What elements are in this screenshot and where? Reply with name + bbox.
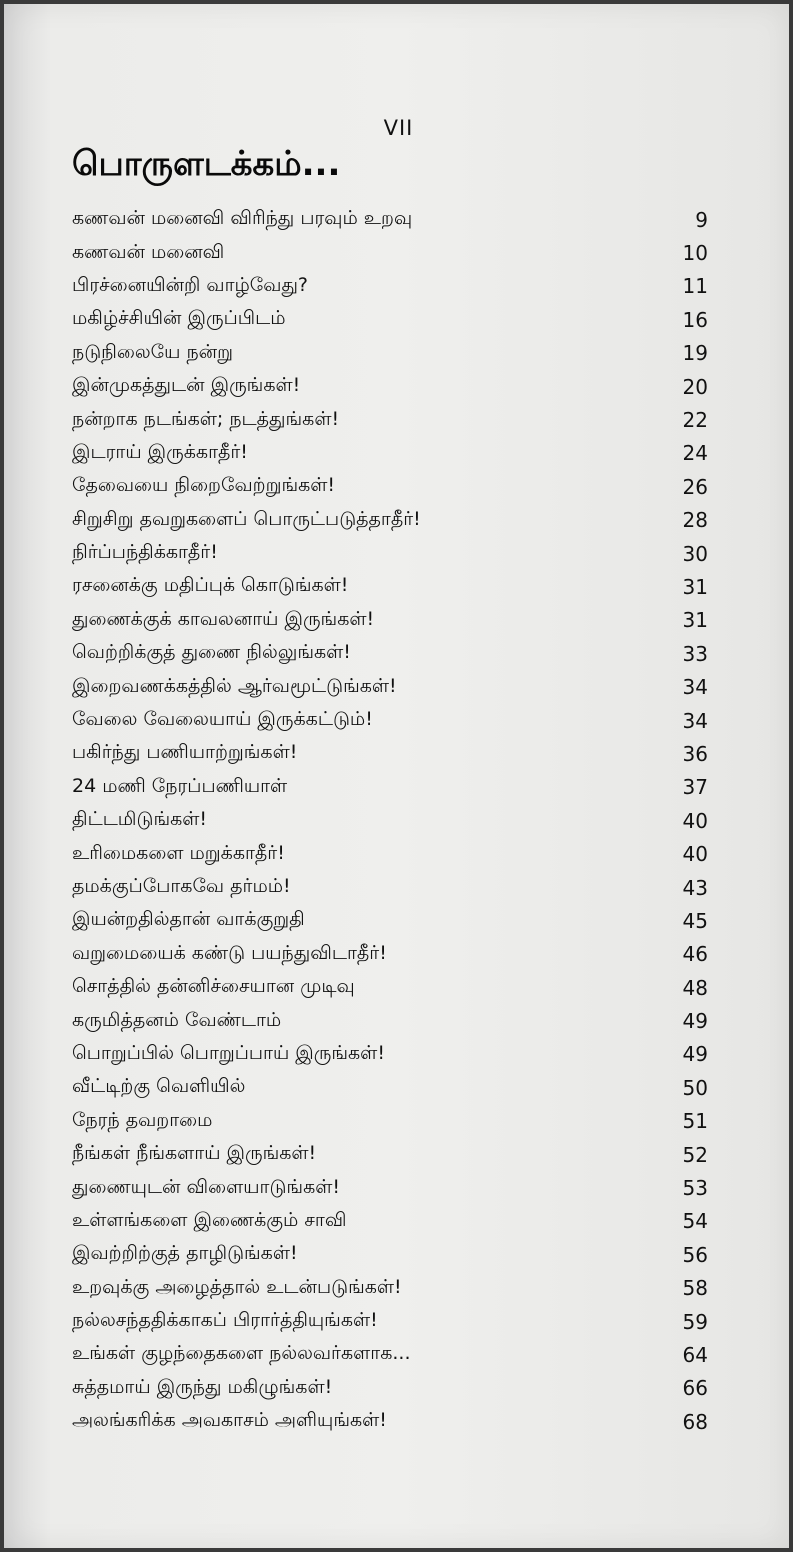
toc-entry bbox=[72, 771, 708, 804]
toc-entry-page-number: 56 bbox=[682, 1242, 708, 1267]
toc-entry bbox=[72, 537, 708, 570]
toc-entry-title: நன்றாக நடங்கள்; நடத்துங்கள்! bbox=[72, 407, 340, 430]
toc-entry bbox=[72, 370, 708, 403]
toc-entry-page-number: 45 bbox=[682, 908, 708, 933]
toc-entry-title: நீங்கள் நீங்களாய் இருங்கள்! bbox=[72, 1142, 317, 1165]
toc-entry-title: சொத்தில் தன்னிச்சையான முடிவு bbox=[72, 975, 355, 998]
toc-entry bbox=[72, 470, 708, 503]
toc-entry-page-number: 24 bbox=[682, 441, 708, 466]
toc-entry-page-number: 40 bbox=[682, 842, 708, 867]
toc-entry bbox=[72, 203, 708, 236]
toc-entry-title: 24 மணி நேரப்பணியாள் bbox=[72, 774, 288, 797]
toc-entry bbox=[72, 1105, 708, 1138]
page-folio: VII bbox=[383, 116, 414, 140]
toc-entry-title: மகிழ்ச்சியின் இருப்பிடம் bbox=[72, 307, 286, 330]
toc-entry-title: பிரச்னையின்றி வாழ்வேது? bbox=[72, 273, 309, 296]
toc-entry-page-number: 31 bbox=[682, 574, 708, 599]
toc-entry bbox=[72, 303, 708, 336]
toc-entry-title: உறவுக்கு அழைத்தால் உடன்படுங்கள்! bbox=[72, 1275, 402, 1298]
toc-entry-title: வெற்றிக்குத் துணை நில்லுங்கள்! bbox=[72, 641, 351, 664]
toc-entry bbox=[72, 1205, 708, 1238]
toc-entry bbox=[72, 337, 708, 370]
toc-entry-page-number: 28 bbox=[682, 508, 708, 533]
toc-entry-page-number: 40 bbox=[682, 808, 708, 833]
toc-entry-title: சிறுசிறு தவறுகளைப் பொருட்படுத்தாதீர்! bbox=[72, 507, 421, 530]
toc-entry-page-number: 31 bbox=[682, 608, 708, 633]
toc-entry-page-number: 22 bbox=[682, 408, 708, 433]
toc-entry-page-number: 58 bbox=[682, 1276, 708, 1301]
book-page bbox=[4, 4, 789, 1548]
toc-entry-page-number: 19 bbox=[682, 341, 708, 366]
toc-entry-page-number: 43 bbox=[682, 875, 708, 900]
toc-entry-title: வீட்டிற்கு வெளியில் bbox=[72, 1075, 246, 1098]
toc-entry bbox=[72, 670, 708, 703]
toc-entry bbox=[72, 504, 708, 537]
toc-entry-page-number: 30 bbox=[682, 541, 708, 566]
toc-entry bbox=[72, 570, 708, 603]
toc-entry bbox=[72, 1038, 708, 1071]
toc-entry bbox=[72, 1338, 708, 1371]
toc-entry-page-number: 59 bbox=[682, 1309, 708, 1334]
toc-entry bbox=[72, 1305, 708, 1338]
toc-entry bbox=[72, 837, 708, 870]
toc-entry bbox=[72, 804, 708, 837]
toc-entry bbox=[72, 270, 708, 303]
toc-entry bbox=[72, 403, 708, 436]
toc-entry-title: வறுமையைக் கண்டு பயந்துவிடாதீர்! bbox=[72, 941, 387, 964]
toc-entry bbox=[72, 1238, 708, 1271]
toc-entry-title: உரிமைகளை மறுக்காதீர்! bbox=[72, 841, 285, 864]
toc-entry-page-number: 48 bbox=[682, 975, 708, 1000]
toc-entry-page-number: 54 bbox=[682, 1209, 708, 1234]
table-of-contents bbox=[72, 203, 708, 1438]
toc-entry-title: பகிர்ந்து பணியாற்றுங்கள்! bbox=[72, 741, 298, 764]
toc-entry bbox=[72, 938, 708, 971]
contents-heading: பொருளடக்கம்... bbox=[72, 144, 341, 184]
toc-entry-page-number: 26 bbox=[682, 474, 708, 499]
toc-entry-title: உங்கள் குழந்தைகளை நல்லவர்களாக... bbox=[72, 1342, 411, 1365]
toc-entry-page-number: 33 bbox=[682, 641, 708, 666]
toc-entry-title: துணைக்குக் காவலனாய் இருங்கள்! bbox=[72, 607, 375, 630]
toc-entry-page-number: 9 bbox=[695, 207, 708, 232]
toc-entry bbox=[72, 1071, 708, 1104]
toc-entry-title: நேரந் தவறாமை bbox=[72, 1108, 213, 1131]
toc-entry bbox=[72, 737, 708, 770]
toc-entry-title: கணவன் மனைவி bbox=[72, 240, 225, 263]
toc-entry bbox=[72, 1372, 708, 1405]
toc-entry-title: தேவையை நிறைவேற்றுங்கள்! bbox=[72, 474, 336, 497]
toc-entry-title: அலங்கரிக்க அவகாசம் அளியுங்கள்! bbox=[72, 1409, 387, 1432]
toc-entry-title: நல்லசந்ததிக்காகப் பிரார்த்தியுங்கள்! bbox=[72, 1309, 378, 1332]
toc-entry-page-number: 16 bbox=[682, 307, 708, 332]
toc-entry-title: ரசனைக்கு மதிப்புக் கொடுங்கள்! bbox=[72, 574, 349, 597]
toc-entry bbox=[72, 871, 708, 904]
toc-entry-page-number: 68 bbox=[682, 1409, 708, 1434]
toc-entry-title: தமக்குப்போகவே தர்மம்! bbox=[72, 875, 291, 897]
toc-entry-title: திட்டமிடுங்கள்! bbox=[72, 808, 208, 831]
toc-entry-page-number: 36 bbox=[682, 741, 708, 766]
toc-entry bbox=[72, 604, 708, 637]
toc-entry bbox=[72, 1138, 708, 1171]
toc-entry-page-number: 51 bbox=[682, 1109, 708, 1134]
toc-entry-page-number: 64 bbox=[682, 1342, 708, 1367]
toc-entry-title: சுத்தமாய் இருந்து மகிழுங்கள்! bbox=[72, 1375, 333, 1398]
toc-entry-title: இவற்றிற்குத் தாழிடுங்கள்! bbox=[72, 1242, 298, 1265]
toc-entry-title: கணவன் மனைவி விரிந்து பரவும் உறவு bbox=[72, 207, 413, 230]
toc-entry-title: இறைவணக்கத்தில் ஆர்வமூட்டுங்கள்! bbox=[72, 674, 397, 697]
toc-entry bbox=[72, 1004, 708, 1037]
toc-entry-title: பொறுப்பில் பொறுப்பாய் இருங்கள்! bbox=[72, 1041, 385, 1064]
toc-entry-title: நிர்ப்பந்திக்காதீர்! bbox=[72, 541, 218, 564]
toc-entry-title: துணையுடன் விளையாடுங்கள்! bbox=[72, 1175, 340, 1198]
toc-entry-page-number: 66 bbox=[682, 1376, 708, 1401]
toc-entry bbox=[72, 971, 708, 1004]
toc-entry bbox=[72, 1272, 708, 1305]
toc-entry-page-number: 34 bbox=[682, 675, 708, 700]
toc-entry-page-number: 50 bbox=[682, 1075, 708, 1100]
toc-entry-page-number: 49 bbox=[682, 1042, 708, 1067]
toc-entry-title: இன்முகத்துடன் இருங்கள்! bbox=[72, 374, 301, 397]
toc-entry-page-number: 11 bbox=[682, 274, 708, 299]
toc-entry-page-number: 49 bbox=[682, 1009, 708, 1034]
toc-entry-page-number: 52 bbox=[682, 1142, 708, 1167]
toc-entry bbox=[72, 1171, 708, 1204]
toc-entry bbox=[72, 437, 708, 470]
toc-entry bbox=[72, 1405, 708, 1438]
toc-entry-page-number: 10 bbox=[682, 241, 708, 266]
toc-entry-title: உள்ளங்களை இணைக்கும் சாவி bbox=[72, 1208, 347, 1231]
toc-entry-page-number: 37 bbox=[682, 775, 708, 800]
toc-entry bbox=[72, 236, 708, 269]
toc-entry-title: நடுநிலையே நன்று bbox=[72, 340, 233, 363]
toc-entry-page-number: 20 bbox=[682, 374, 708, 399]
toc-entry-title: இயன்றதில்தான் வாக்குறுதி bbox=[72, 908, 305, 931]
toc-entry-page-number: 53 bbox=[682, 1176, 708, 1201]
toc-entry-page-number: 34 bbox=[682, 708, 708, 733]
toc-entry bbox=[72, 904, 708, 937]
toc-entry-title: கருமித்தனம் வேண்டாம் bbox=[72, 1008, 282, 1031]
toc-entry-page-number: 46 bbox=[682, 942, 708, 967]
toc-entry bbox=[72, 637, 708, 670]
toc-entry-title: இடராய் இருக்காதீர்! bbox=[72, 440, 248, 463]
toc-entry bbox=[72, 704, 708, 737]
toc-entry-title: வேலை வேலையாய் இருக்கட்டும்! bbox=[72, 708, 373, 731]
